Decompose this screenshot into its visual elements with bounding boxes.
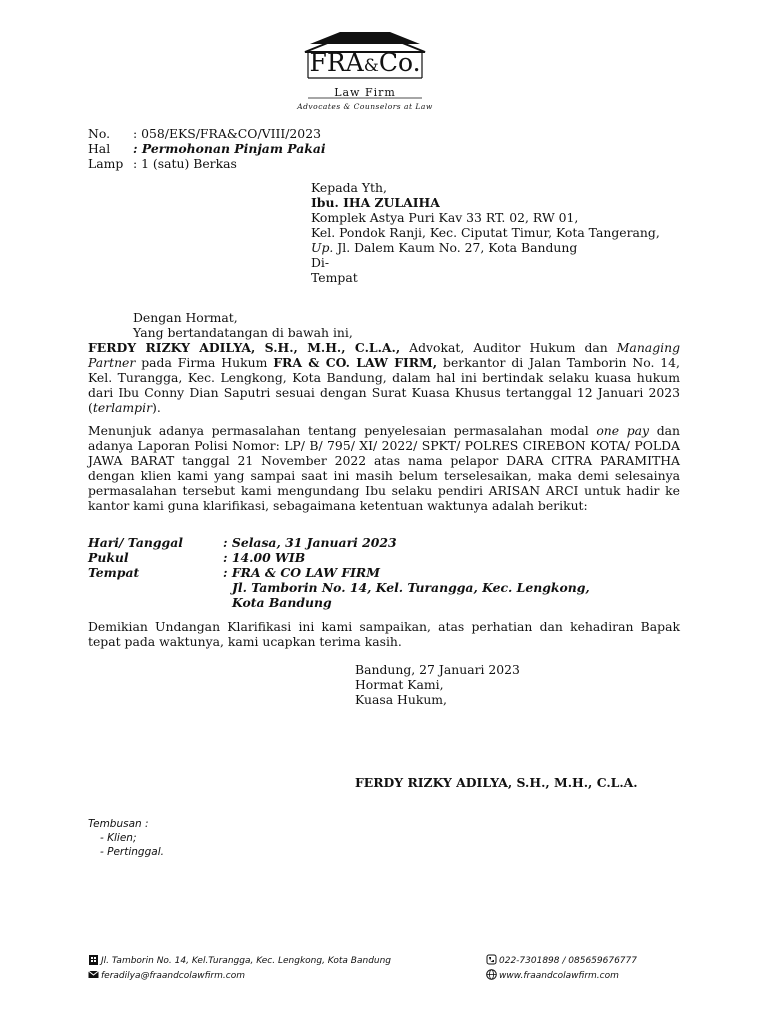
tembusan-title: Tembusan : bbox=[88, 818, 149, 830]
paragraph-matter: Menunjuk adanya permasalahan tentang penyelesaian permasalahan modal one pay dan adanya Laporan Polisi Nomor: LP/ B/ 795/ XI/ 2022/ SPKT/ POLRES CIREBON KOTA/ POLDA JAWA BARAT tanggal 21 November 2022 atas nama pelapor DARA CITRA PARAMITHA dengan klien kami yang sampai saat ini masih belum terselesaikan, maka demi selesainya permasalahan tersebut kami mengundang Ibu selaku pendiri ARISAN ARCI untuk hadir ke kantor kami guna klarifikasi, sebagaimana ketentuan waktunya adalah berikut: bbox=[88, 423, 680, 513]
meta-attachment-row bbox=[88, 156, 326, 171]
greeting: Dengan Hormat, bbox=[133, 310, 238, 325]
firm-name: FRA&Co. bbox=[309, 48, 421, 77]
letterhead-logo bbox=[280, 28, 450, 116]
recipient-di: Di- bbox=[311, 255, 330, 270]
footer-address: Jl. Tamborin No. 14, Kel.Turangga, Kec. Lengkong, Kota Bandung bbox=[88, 954, 391, 966]
schedule-row bbox=[88, 535, 590, 550]
signature-block bbox=[355, 662, 520, 707]
schedule-label: Tempat bbox=[88, 565, 140, 580]
meta-value: : 1 (satu) Berkas bbox=[133, 156, 237, 171]
tembusan-item: - Pertinggal. bbox=[100, 846, 164, 858]
schedule-address-1: Jl. Tamborin No. 14, Kel. Turangga, Kec. Lengkong, bbox=[232, 580, 590, 595]
meta-value: : Permohonan Pinjam Pakai bbox=[133, 141, 326, 156]
signature-kuasa: Kuasa Hukum, bbox=[355, 692, 447, 707]
recipient-tempat: Tempat bbox=[311, 270, 358, 285]
schedule-table bbox=[88, 535, 590, 610]
phone-icon bbox=[486, 954, 497, 965]
meta-label: No. bbox=[88, 126, 111, 141]
recipient-address-1: Komplek Astya Puri Kav 33 RT. 02, RW 01, bbox=[311, 210, 579, 225]
intro-line: Yang bertandatangan di bawah ini, bbox=[133, 325, 353, 340]
signature-place-date: Bandung, 27 Januari 2023 bbox=[355, 662, 520, 677]
schedule-label: Hari/ Tanggal bbox=[88, 535, 183, 550]
building-icon bbox=[88, 954, 99, 965]
footer-website[interactable]: www.fraandcolawfirm.com bbox=[486, 969, 619, 981]
recipient-address-3: Up. Jl. Dalem Kaum No. 27, Kota Bandung bbox=[311, 240, 578, 255]
globe-icon bbox=[486, 969, 497, 980]
schedule-label: Pukul bbox=[88, 550, 129, 565]
footer-email[interactable]: feradilya@fraandcolawfirm.com bbox=[88, 969, 245, 981]
signatory-name: FERDY RIZKY ADILYA, S.H., M.H., C.L.A. bbox=[355, 775, 638, 790]
schedule-row bbox=[88, 565, 590, 580]
mail-icon bbox=[88, 969, 99, 980]
meta-number-row bbox=[88, 126, 326, 141]
tembusan-item: - Klien; bbox=[100, 832, 137, 844]
schedule-row bbox=[88, 550, 590, 565]
recipient-block bbox=[311, 180, 711, 285]
schedule-value: : 14.00 WIB bbox=[223, 550, 306, 565]
closing-paragraph: Demikian Undangan Klarifikasi ini kami sampaikan, atas perhatian dan kehadiran Bapak tepat pada waktunya, kami ucapkan terima kasih. bbox=[88, 619, 680, 649]
meta-label: Hal bbox=[88, 141, 111, 156]
meta-subject-row bbox=[88, 141, 326, 156]
recipient-salutation: Kepada Yth, bbox=[311, 180, 387, 195]
letter-meta bbox=[88, 126, 326, 171]
firm-tagline: Advocates & Counselors at Law bbox=[297, 102, 433, 111]
schedule-address-2: Kota Bandung bbox=[232, 595, 332, 610]
schedule-address-row bbox=[88, 580, 590, 595]
meta-value: : 058/EKS/FRA&CO/VIII/2023 bbox=[133, 126, 321, 141]
paragraph-identity: FERDY RIZKY ADILYA, S.H., M.H., C.L.A., Advokat, Auditor Hukum dan Managing Partner pada Firma Hukum FRA & CO. LAW FIRM, berkantor di Jalan Tamborin No. 14, Kel. Turangga, Kec. Lengkong, Kota Bandung, dalam hal ini bertindak selaku kuasa hukum dari Ibu Conny Dian Saputri sesuai dengan Surat Kuasa Khusus tertanggal 12 Januari 2023 (terlampir). bbox=[88, 340, 680, 415]
firm-subtitle: Law Firm bbox=[334, 86, 396, 99]
signature-hormat: Hormat Kami, bbox=[355, 677, 444, 692]
schedule-value: : Selasa, 31 Januari 2023 bbox=[223, 535, 397, 550]
meta-label: Lamp bbox=[88, 156, 124, 171]
recipient-address-2: Kel. Pondok Ranji, Kec. Ciputat Timur, Kota Tangerang, bbox=[311, 225, 660, 240]
footer-phone: 022-7301898 / 085659676777 bbox=[486, 954, 637, 966]
schedule-address-row bbox=[88, 595, 590, 610]
tembusan-block bbox=[88, 817, 164, 859]
schedule-value: : FRA & CO LAW FIRM bbox=[223, 565, 380, 580]
recipient-name: Ibu. IHA ZULAIHA bbox=[311, 195, 440, 210]
